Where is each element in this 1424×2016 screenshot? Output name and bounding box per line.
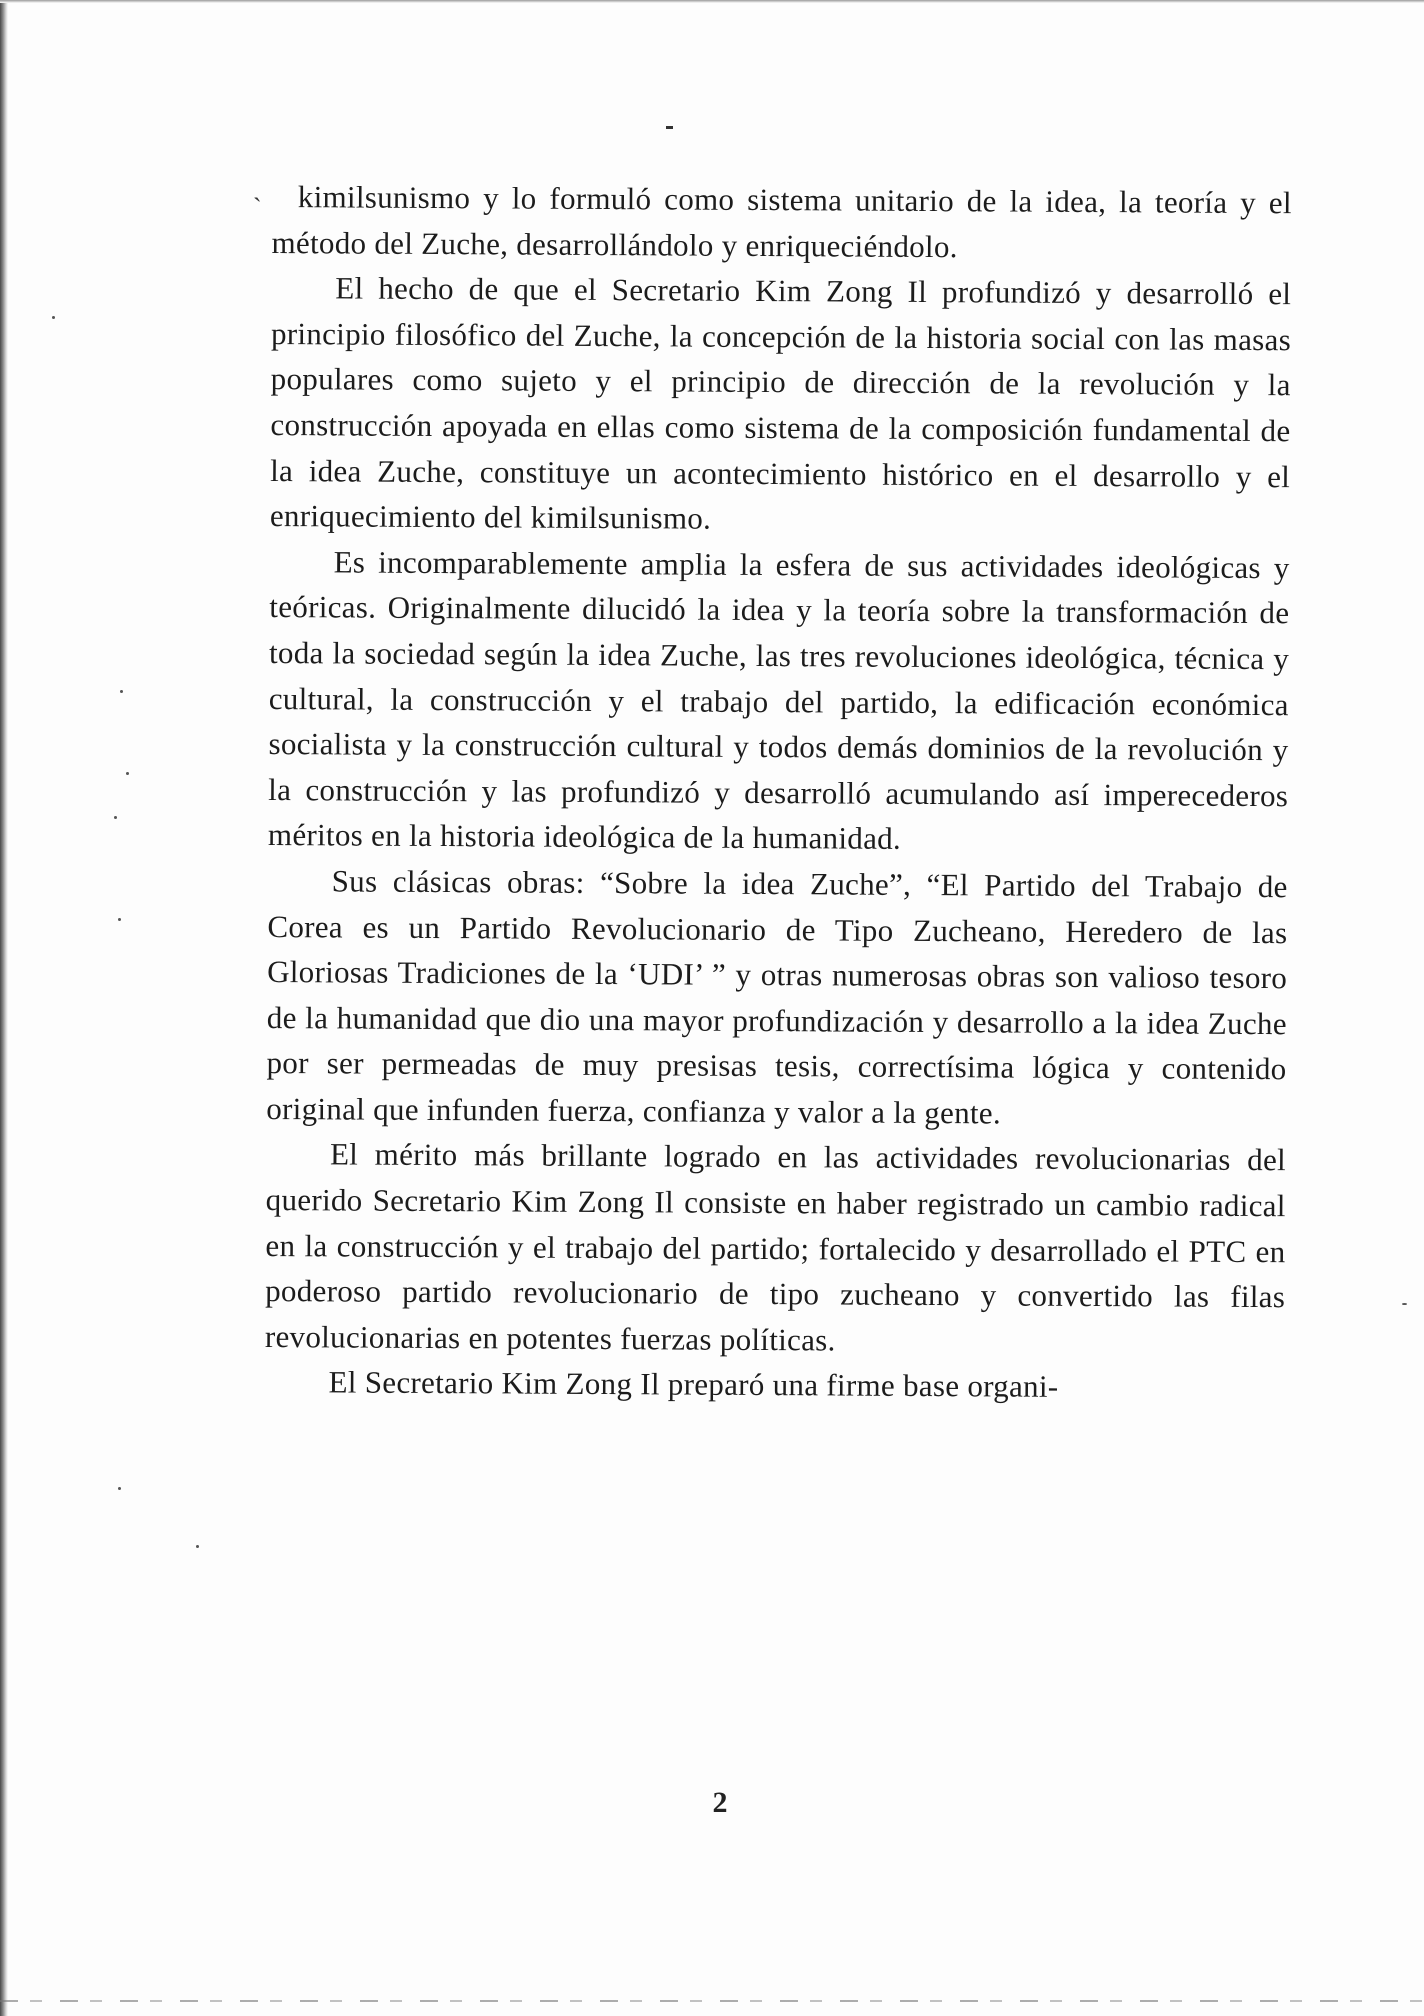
paragraph: Sus clásicas obras: “Sobre la idea Zuche”, “El Partido del Trabajo de Corea es un Partido Revolucionario de Tipo Zucheano, Heredero de las Gloriosas Tradiciones de la ‘UDI’ ” y otras numerosas obras son valioso tesoro de la humanidad que dio una mayor profundización y desarrollo a la idea Zuche por ser permeadas de muy presisas tesis, correctísima lógica y contenido original que infunden fuerza, confianza y valor a la gente. (266, 863, 1288, 1131)
scan-speck (118, 918, 121, 921)
scan-speck-mark (666, 126, 673, 129)
scan-speck (120, 690, 123, 693)
page-left-edge (0, 0, 8, 2016)
page-number: 2 (712, 1786, 728, 1819)
scan-speck (52, 316, 55, 319)
page-bottom-edge (0, 2000, 1424, 2002)
paragraph: El hecho de que el Secretario Kim Zong Il profundizó y desarrolló el principio filosófico del Zuche, la concepción de la historia social con las masas populares como sujeto y el principio de dirección de la revolución y la construcción apoyada en ellas como sistema de la composición fundamental de la idea Zuche, constituye un acontecimiento histórico en el desarrollo y el enriquecimiento del kimilsunismo. (269, 270, 1292, 536)
body-text (264, 174, 1292, 1411)
page-top-edge (0, 0, 1424, 3)
paragraph: Es incomparablemente amplia la esfera de sus actividades ideológicas y teóricas. Originalmente dilucidó la idea y la teoría sobre la transformación de toda la sociedad según la idea Zuche, las tres revoluciones ideológica, técnica y cultural, la construcción y el trabajo del partido, la edificación económica socialista y la construcción cultural y todos demás dominios de la revolución y la construcción y las profundizó y desarrolló acumulando así imperecederos méritos en la historia ideológica de la humanidad. (267, 544, 1290, 857)
paragraph: El mérito más brillante logrado en las actividades revolucionarias del querido Secretario Kim Zong Il consiste en haber registrado un cambio radical en la construcción y el trabajo del partido; fortalecido y desarrollado el PTC en poderoso partido revolucionario de tipo zucheano y convertido las filas revolucionarias en potentes fuerzas políticas. (264, 1136, 1287, 1358)
scan-speck (118, 1487, 121, 1490)
scan-speck (114, 816, 117, 819)
scan-speck (1402, 1303, 1407, 1305)
scan-speck (196, 1545, 199, 1548)
paragraph: El Secretario Kim Zong Il preparó una firme base organi- (328, 1364, 1059, 1405)
margin-mark: ˎ (253, 173, 262, 202)
paragraph: kimilsunismo y lo formuló como sistema unitario de la idea, la teoría y el método del Zuche, desarrollándolo y enriqueciéndolo. (271, 179, 1292, 264)
scan-speck (126, 772, 129, 775)
